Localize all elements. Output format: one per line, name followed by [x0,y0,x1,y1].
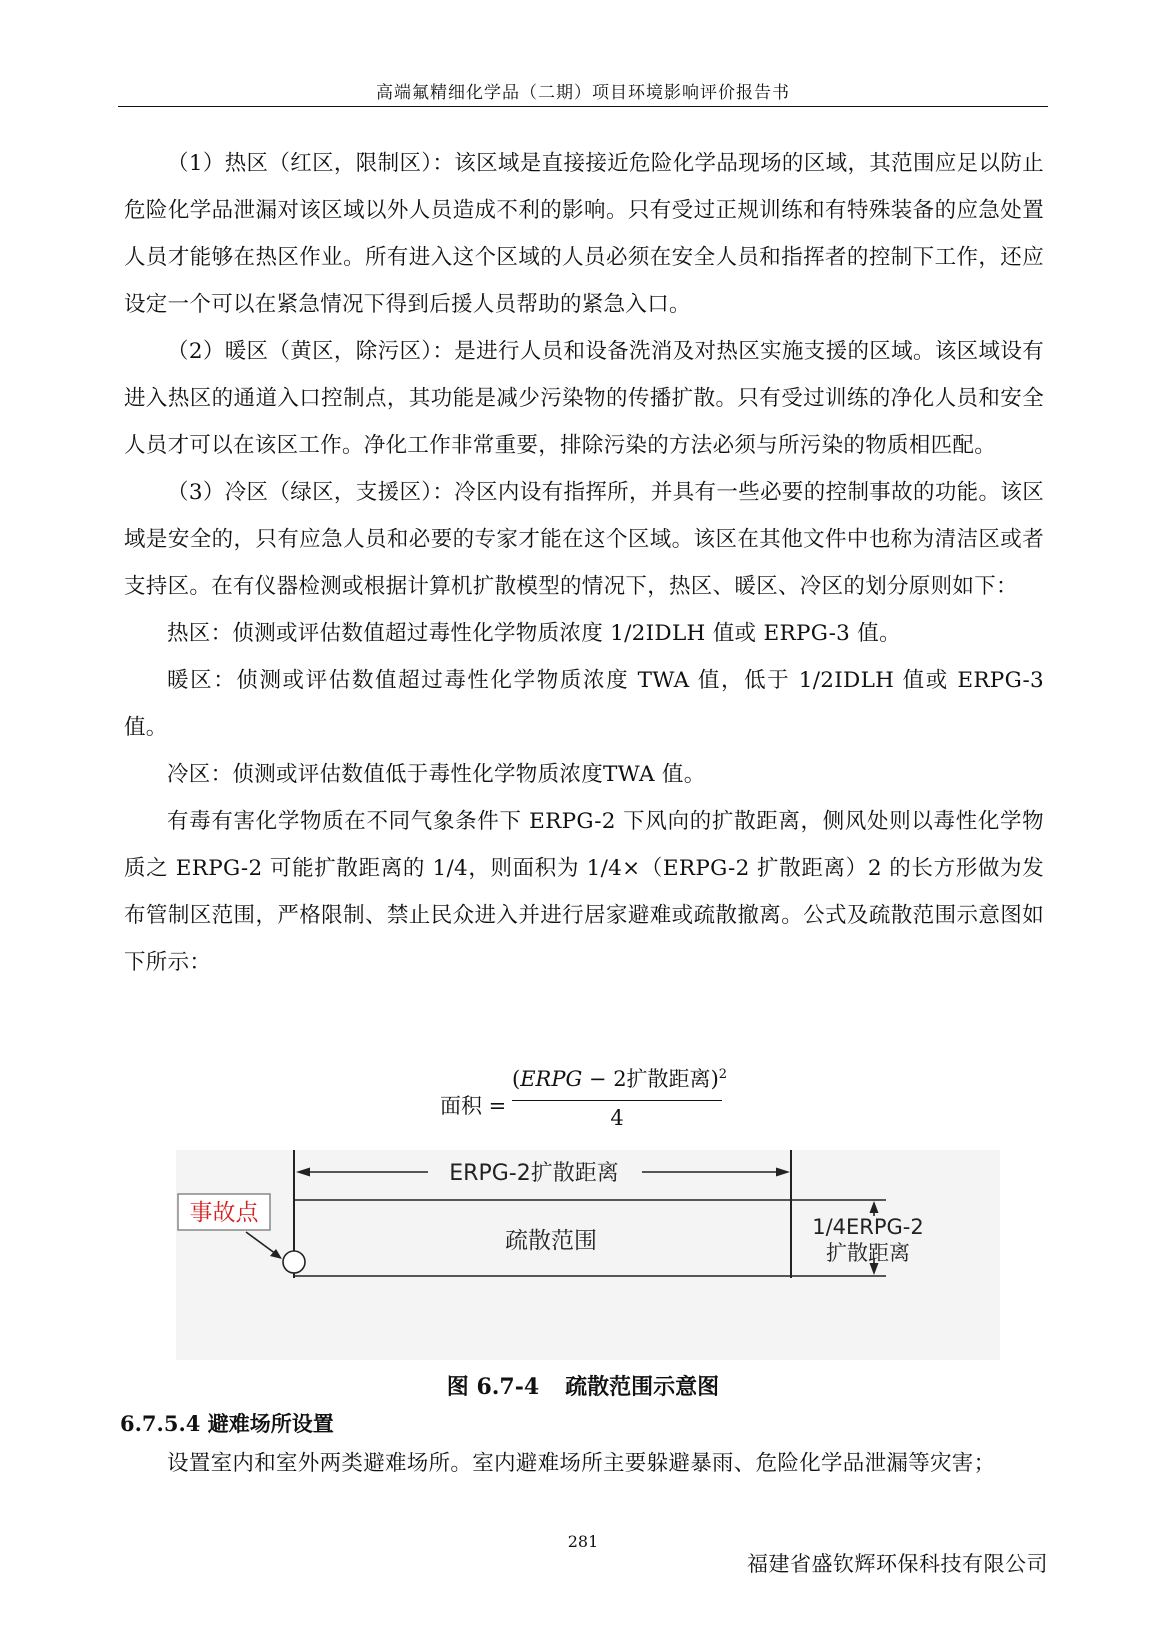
side-dim-label-line2: 扩散距离 [826,1241,910,1265]
paragraph-shelter: 设置室内和室外两类避难场所。室内避难场所主要躲避暴雨、危险化学品泄漏等灾害； [167,1451,996,1476]
figure-title: 疏散范围示意图 [565,1374,720,1400]
side-dim-arrow-top [870,1201,879,1213]
formula-exponent: 2 [718,1067,728,1082]
formula-fraction [512,1062,728,1133]
section-heading: 6.7.5.4 避难场所设置 [120,1411,334,1436]
formula-rest: − 2扩散距离 [582,1067,711,1091]
body-text [124,140,1044,986]
side-dim-label-line1: 1/4ERPG-2 [812,1215,924,1239]
header-rule [118,106,1048,107]
paragraph-warm-zone: （2）暖区（黄区，除污区）：是进行人员和设备洗消及对热区实施支援的区域。该区域设有进入热区的通道入口控制点，其功能是减少污染物的传播扩散。只有受过训练的净化人员和安全人员才可以在该区工作。净化工作非常重要，排除污染的方法必须与所污染的物质相匹配。 [124,339,1044,458]
figure-number: 图 6.7-4 [446,1374,540,1400]
final-diagram-svg [176,1150,1000,1360]
paragraph-control-area: 有毒有害化学物质在不同气象条件下 ERPG-2 下风向的扩散距离，侧风处则以毒性化学物质之 ERPG-2 可能扩散距离的 1/4，则面积为 1/4×（ERPG-2 扩散距离）2 的长方形做为发布管制区范围，严格限制、禁止民众进入并进行居家避难或疏散撤离。公式及疏散范围示意图如下所示： [124,809,1044,975]
footer-company: 福建省盛钦辉环保科技有限公司 [747,1552,1048,1576]
formula-open-paren: ( [512,1067,521,1091]
evacuation-diagram-final [176,1150,1000,1360]
accident-pointer-line [246,1232,276,1254]
fraction-bar [512,1100,722,1101]
page-number: 281 [567,1532,599,1551]
final-dim-arrow-right [776,1168,790,1177]
criterion-hot: 热区：侦测或评估数值超过毒性化学物质浓度 1/2IDLH 值或 ERPG-3 值。 [167,621,901,646]
figure-caption [0,1370,1166,1401]
formula-denominator: 4 [610,1106,624,1130]
accident-label: 事故点 [189,1200,259,1226]
criterion-warm: 暖区：侦测或评估数值超过毒性化学物质浓度 TWA 值，低于 1/2IDLH 值或 ERPG-3 值。 [124,668,1044,740]
area-label: 疏散范围 [505,1228,597,1254]
accident-point-marker [283,1251,305,1273]
paragraph-hot-zone: （1）热区（红区，限制区）：该区域是直接接近危险化学品现场的区域，其范围应足以防止危险化学品泄漏对该区域以外人员造成不利的影响。只有受过正规训练和有特殊装备的应急处置人员才能够在热区作业。所有进入这个区域的人员必须在安全人员和指挥者的控制下工作，还应设定一个可以在紧急情况下得到后援人员帮助的紧急入口。 [124,151,1044,317]
criterion-cold: 冷区：侦测或评估数值低于毒性化学物质浓度TWA 值。 [167,762,706,787]
formula-lhs: 面积 = [440,1094,507,1118]
body-text-continued [124,1440,1044,1487]
formula-numerator [512,1062,728,1096]
final-dim-arrow-left [296,1168,310,1177]
final-dim-label: ERPG-2扩散距离 [449,1161,619,1186]
formula-variable: ERPG [520,1067,583,1091]
page-header-title: 高端氟精细化学品（二期）项目环境影响评价报告书 [376,83,790,103]
formula-close-paren: ) [710,1067,719,1091]
paragraph-cold-zone: （3）冷区（绿区，支援区）：冷区内设有指挥所，并具有一些必要的控制事故的功能。该区域是安全的，只有应急人员和必要的专家才能在这个区域。该区在其他文件中也称为清洁区或者支持区。在有仪器检测或根据计算机扩散模型的情况下，热区、暖区、冷区的划分原则如下： [124,480,1044,599]
